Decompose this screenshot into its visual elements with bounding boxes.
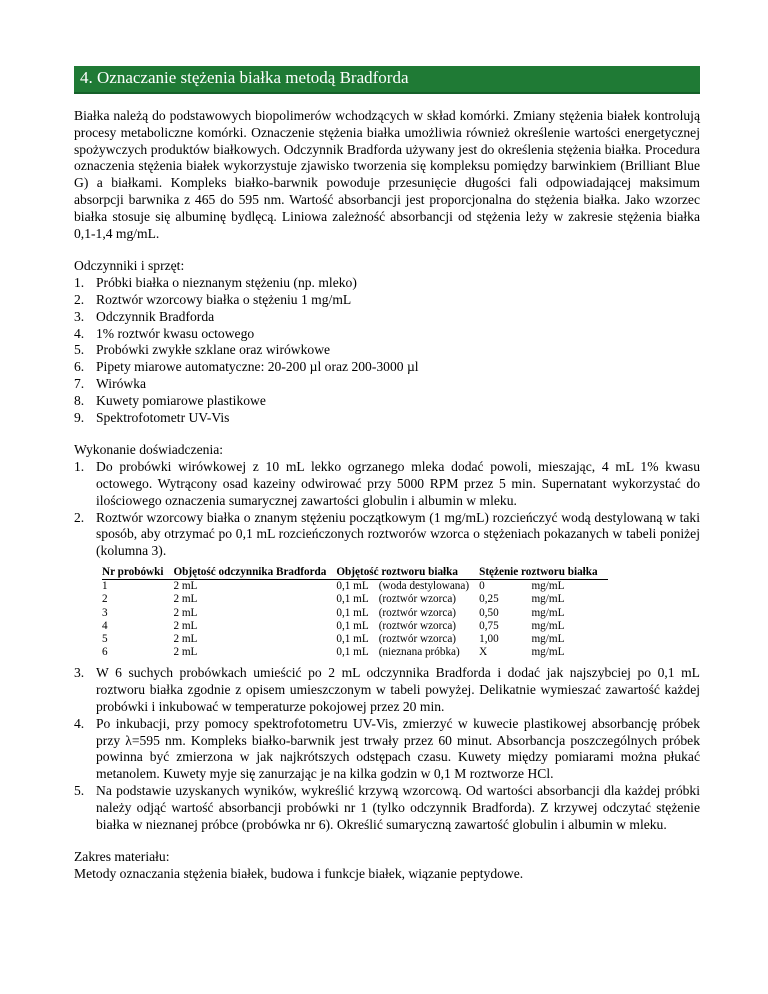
list-item [74, 393, 700, 410]
cell-protein-description: (roztwór wzorca) [378, 593, 457, 606]
reagents-title: Odczynniki i sprzęt: [74, 258, 185, 274]
cell-reagent-volume: 2 mL [173, 646, 198, 659]
cell-concentration-unit: mg/mL [531, 593, 565, 606]
cell-tube-number: 2 [102, 593, 108, 606]
list-item-number: 5. [74, 342, 85, 358]
section-heading-bar [74, 66, 700, 94]
cell-protein-volume: 0,1 mL [336, 619, 369, 632]
cell-tube-number: 1 [102, 580, 108, 593]
list-item-text: Roztwór wzorcowy białka o stężeniu 1 mg/mL [96, 291, 352, 307]
cell-concentration-value: 0,50 [479, 606, 499, 619]
list-item-number: 3. [74, 665, 85, 681]
list-item-number: 4. [74, 715, 85, 731]
cell-reagent-volume: 2 mL [173, 632, 198, 645]
list-item [74, 309, 700, 326]
list-item-number: 2. [74, 509, 85, 525]
list-item [74, 292, 700, 309]
cell-protein-volume: 0,1 mL [336, 580, 369, 593]
list-item-text: Pipety miarowe automatyczne: 20-200 µl oraz 200-3000 µl [96, 359, 419, 375]
scope-text: Metody oznaczania stężenia białek, budowa i funkcje białek, wiązanie peptydowe. [74, 866, 524, 882]
section-heading: 4. Oznaczanie stężenia białka metodą Bradforda [80, 68, 409, 87]
col-header-concentration: Stężenie roztworu białka [479, 566, 608, 580]
col-header-protein-volume: Objętość roztworu białka [336, 566, 479, 580]
cell-concentration-unit: mg/mL [531, 632, 565, 645]
cell-concentration-unit: mg/mL [531, 619, 565, 632]
cell-concentration-value: 1,00 [479, 632, 499, 645]
cell-protein-description: (roztwór wzorca) [378, 619, 457, 632]
cell-concentration-value: 0 [479, 580, 485, 593]
table-row [102, 646, 608, 659]
scope-title: Zakres materiału: [74, 849, 170, 865]
list-item-text: Probówki zwykłe szklane oraz wirówkowe [96, 342, 331, 358]
list-item-number: 8. [74, 392, 85, 408]
list-item-number: 2. [74, 291, 85, 307]
cell-concentration-value: X [479, 646, 488, 659]
cell-protein-description: (woda destylowana) [378, 580, 470, 593]
list-item-text: W 6 suchych probówkach umieścić po 2 mL odczynnika Bradforda i dodać jak najszybciej po 0,1 mL roztworu białka zgodnie z opisem umieszczonym w tabeli powyżej. Delikatnie wymieszać zawartość każdej probówki i inkubować w temperaturze pokojowej przez 20 min. [96, 665, 700, 714]
table-row [102, 607, 608, 620]
list-item-text: Próbki białka o nieznanym stężeniu (np. mleko) [96, 275, 357, 291]
table-row [102, 580, 608, 594]
cell-reagent-volume: 2 mL [173, 593, 198, 606]
list-item-text: Do probówki wirówkowej z 10 mL lekko ogrzanego mleka dodać powoli, mieszając, 4 mL 1% kwasu octowego. Wytrącony osad kazeiny odwirować przy 5000 RPM przez 5 min. Supernatant wykorzystać do ilościowego oznaczenia sumarycznej zawartości globulin i albumin w mleku. [96, 459, 700, 508]
list-item [74, 510, 700, 560]
table-row [102, 620, 608, 633]
list-item [74, 459, 700, 509]
list-item [74, 342, 700, 359]
list-item-number: 5. [74, 782, 85, 798]
cell-protein-volume: 0,1 mL [336, 646, 369, 659]
list-item [74, 275, 700, 292]
cell-tube-number: 4 [102, 619, 108, 632]
cell-concentration-unit: mg/mL [531, 580, 565, 593]
list-item-number: 1. [74, 459, 85, 475]
cell-tube-number: 5 [102, 632, 108, 645]
cell-concentration-value: 0,25 [479, 593, 499, 606]
list-item [74, 359, 700, 376]
list-item-text: Odczynnik Bradforda [96, 308, 215, 324]
col-header-tube: Nr probówki [102, 566, 173, 580]
intro-paragraph: Białka należą do podstawowych biopolimerów wchodzących w skład komórki. Zmiany stężenia białek kontrolują procesy metaboliczne komórki. Oznaczenie stężenia białka umożliwia również określenie wartości energetycznej spożywczych produktów białkowych. Odczynnik Bradforda używany jest do określenia stężenia białka. Procedura oznaczenia stężenia białek wykorzystuje zjawisko tworzenia się kompleksu pomiędzy barwinkiem (Brilliant Blue G) a białkami. Kompleks białko-barwnik powoduje przesunięcie długości fali odpowiadającej maksimum absorpcji barwnika z 465 do 595 nm. Wartość absorbancji jest proporcjonalna do stężenia białka. Jako wzorzec białka stosuje się albuminę bydlęcą. Liniowa zależność absorbancji od stężenia leży w zakresie stężenia białka 0,1-1,4 mg/mL. [74, 108, 700, 241]
cell-protein-description: (roztwór wzorca) [378, 606, 457, 619]
list-item-text: Spektrofotometr UV-Vis [96, 409, 230, 425]
cell-reagent-volume: 2 mL [173, 619, 198, 632]
list-item-text: Po inkubacji, przy pomocy spektrofotometru UV-Vis, zmierzyć w kuwecie plastikowej absorbancję próbek przy λ=595 nm. Kompleks białko-barwnik jest trwały przez 60 minut. Absorbancja poszczególnych próbek powinna być zmierzona w jak najkrótszych odstępach czasu. Kuwety między pomiarami można płukać metanolem. Kuwety myje się zanurzając je na kilka godzin w 0,1 M roztworze HCl. [96, 715, 700, 782]
cell-tube-number: 3 [102, 606, 108, 619]
cell-protein-volume: 0,1 mL [336, 593, 369, 606]
list-item [74, 410, 700, 427]
cell-concentration-unit: mg/mL [531, 606, 565, 619]
list-item-number: 1. [74, 275, 85, 291]
procedure-steps-a [74, 459, 700, 560]
procedure-steps-b [74, 665, 700, 833]
cell-tube-number: 6 [102, 646, 108, 659]
cell-protein-description: (roztwór wzorca) [378, 632, 457, 645]
list-item-text: Kuwety pomiarowe plastikowe [96, 392, 266, 408]
list-item-number: 7. [74, 375, 85, 391]
list-item [74, 716, 700, 783]
list-item-text: Na podstawie uzyskanych wyników, wykreślić krzywą wzorcową. Od wartości absorbancji dla każdej próbki należy odjąć wartość absorbancji probówki nr 1 (tylko odczynnik Bradforda). Z krzywej odczytać stężenie białka w nieznanej próbce (probówka nr 6). Określić sumaryczną zawartość globulin i albumin w mleku. [96, 782, 700, 832]
list-item [74, 665, 700, 715]
list-item-number: 4. [74, 325, 85, 341]
list-item-text: 1% roztwór kwasu octowego [96, 325, 255, 341]
document-body [74, 108, 700, 883]
list-item-text: Wirówka [96, 375, 147, 391]
list-item [74, 783, 700, 833]
cell-concentration-value: 0,75 [479, 619, 499, 632]
table-row [102, 633, 608, 646]
list-item-number: 6. [74, 359, 85, 375]
cell-protein-volume: 0,1 mL [336, 632, 369, 645]
cell-concentration-unit: mg/mL [531, 646, 565, 659]
procedure-title: Wykonanie doświadczenia: [74, 442, 224, 458]
cell-reagent-volume: 2 mL [173, 580, 198, 593]
table-row [102, 593, 608, 606]
table-header-row [102, 566, 608, 580]
cell-reagent-volume: 2 mL [173, 606, 198, 619]
standards-table [102, 566, 608, 659]
cell-protein-volume: 0,1 mL [336, 606, 369, 619]
col-header-reagent-volume: Objętość odczynnika Bradforda [173, 566, 336, 580]
list-item-text: Roztwór wzorcowy białka o znanym stężeniu początkowym (1 mg/mL) rozcieńczyć wodą destylowaną w taki sposób, aby otrzymać po 0,1 mL rozcieńczonych roztworów wzorca o stężeniach pokazanych w tabeli poniżej (kolumna 3). [96, 509, 700, 559]
list-item-number: 3. [74, 308, 85, 324]
list-item [74, 326, 700, 343]
list-item [74, 376, 700, 393]
reagents-list [74, 275, 700, 426]
cell-protein-description: (nieznana próbka) [378, 646, 460, 659]
list-item-number: 9. [74, 409, 85, 425]
